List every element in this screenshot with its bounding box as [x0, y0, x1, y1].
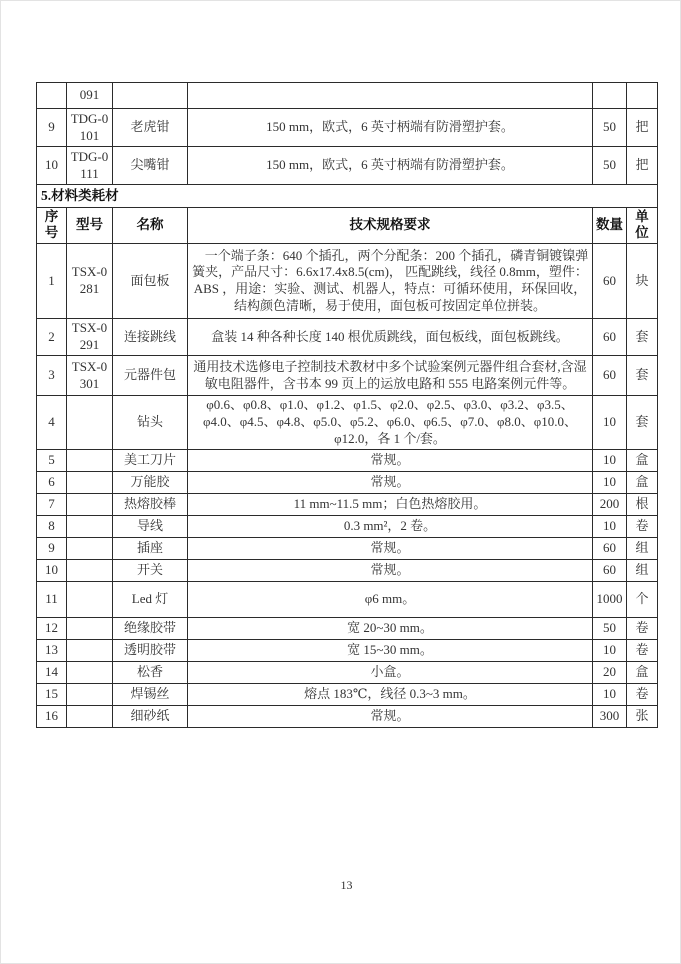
unit-cell: 把: [627, 147, 658, 185]
model-cell: [67, 396, 113, 450]
qty-cell: 50: [593, 147, 627, 185]
name-cell: 导线: [113, 515, 188, 537]
qty-cell: 60: [593, 356, 627, 396]
column-header: 型号: [67, 207, 113, 244]
section-title: 5.材料类耗材: [37, 185, 658, 208]
row-no-cell: 7: [37, 493, 67, 515]
row-no-cell: 2: [37, 319, 67, 356]
table-row: [37, 537, 658, 559]
table-row: [37, 617, 658, 639]
table-row: [37, 396, 658, 450]
column-header: 数量: [593, 207, 627, 244]
name-cell: 插座: [113, 537, 188, 559]
spec-cell: 常规。: [188, 449, 593, 471]
row-no-cell: 9: [37, 109, 67, 147]
row-no-cell: 13: [37, 639, 67, 661]
name-cell: 透明胶带: [113, 639, 188, 661]
model-cell: [67, 617, 113, 639]
name-cell: 热熔胶棒: [113, 493, 188, 515]
unit-cell: 盒: [627, 471, 658, 493]
model-cell: [67, 515, 113, 537]
unit-cell: 卷: [627, 515, 658, 537]
model-cell: [67, 537, 113, 559]
name-cell: 尖嘴钳: [113, 147, 188, 185]
row-no-cell: 14: [37, 661, 67, 683]
name-cell: 连接跳线: [113, 319, 188, 356]
unit-cell: 组: [627, 559, 658, 581]
qty-cell: 200: [593, 493, 627, 515]
row-no-cell: 8: [37, 515, 67, 537]
model-cell: [67, 471, 113, 493]
qty-cell: 20: [593, 661, 627, 683]
section-title-row: [37, 185, 658, 208]
row-no-cell: [37, 83, 67, 109]
qty-cell: 60: [593, 244, 627, 319]
unit-cell: 套: [627, 396, 658, 450]
row-no-cell: 3: [37, 356, 67, 396]
table-row: [37, 581, 658, 617]
row-no-cell: 9: [37, 537, 67, 559]
unit-cell: 个: [627, 581, 658, 617]
materials-table: [36, 82, 658, 728]
table-row: [37, 639, 658, 661]
qty-cell: 60: [593, 319, 627, 356]
row-no-cell: 10: [37, 147, 67, 185]
page-number: 13: [340, 878, 353, 892]
spec-cell: 常规。: [188, 537, 593, 559]
model-cell: TDG-0111: [67, 147, 113, 185]
model-cell: TSX-0291: [67, 319, 113, 356]
spec-cell: [188, 83, 593, 109]
table-row: [37, 515, 658, 537]
model-cell: TSX-0301: [67, 356, 113, 396]
qty-cell: 10: [593, 683, 627, 705]
name-cell: Led 灯: [113, 581, 188, 617]
table-row: [37, 244, 658, 319]
unit-cell: 把: [627, 109, 658, 147]
column-header: 序号: [37, 207, 67, 244]
row-no-cell: 4: [37, 396, 67, 450]
name-cell: 元器件包: [113, 356, 188, 396]
unit-cell: 套: [627, 319, 658, 356]
table-row: [37, 661, 658, 683]
spec-cell: 宽 15~30 mm。: [188, 639, 593, 661]
spec-cell: 常规。: [188, 471, 593, 493]
unit-cell: 卷: [627, 617, 658, 639]
qty-cell: 10: [593, 471, 627, 493]
table-row: [37, 683, 658, 705]
qty-cell: 50: [593, 617, 627, 639]
unit-cell: 根: [627, 493, 658, 515]
qty-cell: 10: [593, 515, 627, 537]
model-cell: [67, 581, 113, 617]
table-header-row: [37, 207, 658, 244]
model-cell: [67, 559, 113, 581]
table-row: [37, 559, 658, 581]
name-cell: 松香: [113, 661, 188, 683]
name-cell: 开关: [113, 559, 188, 581]
spec-cell: 宽 20~30 mm。: [188, 617, 593, 639]
row-no-cell: 10: [37, 559, 67, 581]
name-cell: 焊锡丝: [113, 683, 188, 705]
spec-cell: 0.3 mm²，2 卷。: [188, 515, 593, 537]
qty-cell: 50: [593, 109, 627, 147]
row-no-cell: 16: [37, 705, 67, 727]
column-header: 技术规格要求: [188, 207, 593, 244]
unit-cell: 块: [627, 244, 658, 319]
continuation-rows: [37, 83, 658, 185]
model-cell: [67, 705, 113, 727]
unit-cell: 组: [627, 537, 658, 559]
name-cell: 面包板: [113, 244, 188, 319]
model-cell: [67, 639, 113, 661]
table-row: [37, 83, 658, 109]
row-no-cell: 6: [37, 471, 67, 493]
qty-cell: 10: [593, 639, 627, 661]
table-row: [37, 493, 658, 515]
spec-cell: φ0.6、φ0.8、φ1.0、φ1.2、φ1.5、φ2.0、φ2.5、φ3.0、φ3.2、φ3.5、φ4.0、φ4.5、φ4.8、φ5.0、φ5.2、φ6.0、φ6.5、φ7.0、φ8.0、φ10.0、φ12.0，各 1 个/套。: [188, 396, 593, 450]
unit-cell: 套: [627, 356, 658, 396]
name-cell: [113, 83, 188, 109]
model-cell: [67, 683, 113, 705]
row-no-cell: 5: [37, 449, 67, 471]
row-no-cell: 11: [37, 581, 67, 617]
table-row: [37, 109, 658, 147]
unit-cell: 张: [627, 705, 658, 727]
spec-cell: 通用技术选修电子控制技术教材中多个试验案例元器件组合套材,含湿敏电阻器件，含书本 99 页上的运放电路和 555 电路案例元件等。: [188, 356, 593, 396]
unit-cell: 卷: [627, 639, 658, 661]
spec-cell: 小盒。: [188, 661, 593, 683]
qty-cell: 1000: [593, 581, 627, 617]
header-body: [37, 207, 658, 244]
qty-cell: 10: [593, 396, 627, 450]
model-cell: [67, 449, 113, 471]
spec-cell: 常规。: [188, 559, 593, 581]
spec-cell: 11 mm~11.5 mm；白色热熔胶用。: [188, 493, 593, 515]
name-cell: 万能胶: [113, 471, 188, 493]
table-row: [37, 471, 658, 493]
model-cell: TDG-0101: [67, 109, 113, 147]
row-no-cell: 1: [37, 244, 67, 319]
model-cell: [67, 493, 113, 515]
name-cell: 老虎钳: [113, 109, 188, 147]
spec-cell: 150 mm，欧式，6 英寸柄端有防滑塑护套。: [188, 147, 593, 185]
table-row: [37, 356, 658, 396]
unit-cell: [627, 83, 658, 109]
materials-rows: [37, 244, 658, 727]
model-cell: TSX-0281: [67, 244, 113, 319]
column-header: 单位: [627, 207, 658, 244]
name-cell: 钻头: [113, 396, 188, 450]
qty-cell: 10: [593, 449, 627, 471]
row-no-cell: 12: [37, 617, 67, 639]
model-cell: [67, 661, 113, 683]
spec-cell: 常规。: [188, 705, 593, 727]
qty-cell: 60: [593, 559, 627, 581]
spec-cell: 熔点 183℃，线径 0.3~3 mm。: [188, 683, 593, 705]
row-no-cell: 15: [37, 683, 67, 705]
unit-cell: 盒: [627, 449, 658, 471]
unit-cell: 卷: [627, 683, 658, 705]
spec-cell: φ6 mm。: [188, 581, 593, 617]
table-row: [37, 147, 658, 185]
section-title-body: [37, 185, 658, 208]
unit-cell: 盒: [627, 661, 658, 683]
table-row: [37, 705, 658, 727]
table-row: [37, 319, 658, 356]
column-header: 名称: [113, 207, 188, 244]
name-cell: 绝缘胶带: [113, 617, 188, 639]
name-cell: 细砂纸: [113, 705, 188, 727]
qty-cell: [593, 83, 627, 109]
qty-cell: 60: [593, 537, 627, 559]
spec-cell: 一个端子条：640 个插孔，两个分配条：200 个插孔，磷青铜镀镍弹簧夹，产品尺寸：6.6x17.4x8.5(cm)， 匹配跳线，线径 0.8mm，塑件：ABS ，用途：实验、测试、机器人，特点：可循环使用，环保回收，结构颜色清晰，易于使用，面包板可按固定单位拼装。: [188, 244, 593, 319]
name-cell: 美工刀片: [113, 449, 188, 471]
qty-cell: 300: [593, 705, 627, 727]
spec-cell: 150 mm，欧式，6 英寸柄端有防滑塑护套。: [188, 109, 593, 147]
table-row: [37, 449, 658, 471]
spec-cell: 盒装 14 种各种长度 140 根优质跳线，面包板线，面包板跳线。: [188, 319, 593, 356]
model-cell: 091: [67, 83, 113, 109]
